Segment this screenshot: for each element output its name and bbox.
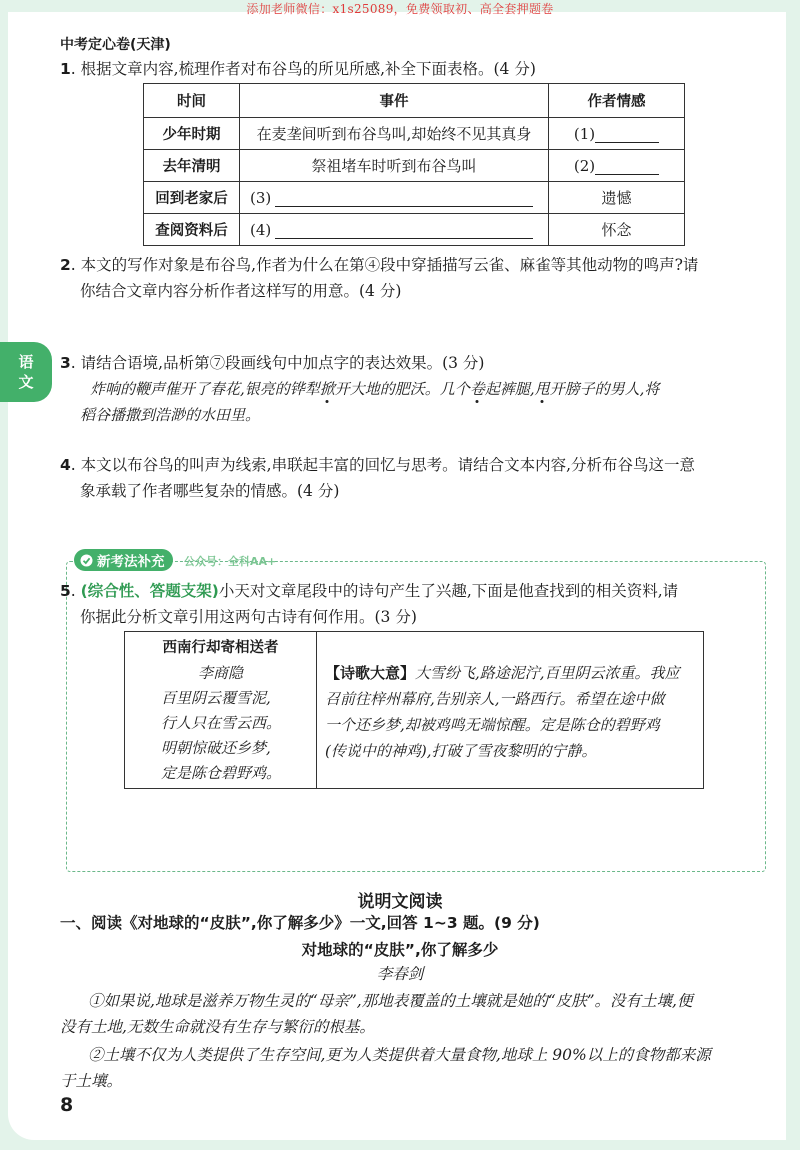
new-exam-badge [74,549,173,571]
table-row [144,182,685,214]
badge-label: 新考法补充 [97,554,165,570]
table-row [144,150,685,182]
question-5: 5. (综合性、答题支架)小天对文章尾段中的诗句产生了兴趣,下面是他查找到的相关资料,请 你据此分析文章引用这两句古诗有何作用。(3 分) [60,578,740,630]
question-text: . 根据文章内容,梳理作者对布谷鸟的所见所感,补全下面表格。(4 分) [70,60,536,78]
quoted-sentence [60,376,750,402]
question-text-line2: 象承载了作者哪些复杂的情感。(4 分) [80,482,340,500]
article-paragraph-2 [60,1042,755,1094]
table-cell-time: 回到老家后 [144,182,240,214]
question-text-line1: . 请结合语境,品析第⑦段画线句中加点字的表达效果。(3 分) [70,354,485,372]
quote-part: 开膀子的男人,将 [549,380,660,398]
question-tag: (综合性、答题支架) [80,582,219,600]
poem-line: 百里阴云覆雪泥, [161,689,271,707]
question-1 [60,56,750,82]
table-cell-time: 去年清明 [144,150,240,182]
table-cell-event: 祭祖堵车时听到布谷鸟叫 [240,150,549,182]
article-author: 李春剑 [376,965,424,983]
dotted-char: 甩 [534,380,550,398]
question-text-line2: 你结合文章内容分析作者这样写的用意。(4 分) [80,282,402,300]
table-cell-feeling [549,150,685,182]
blank-label: (1) [573,124,596,143]
question-number: 2 [60,256,71,274]
question-2 [60,252,750,304]
quote-part: 起裤腿, [484,380,535,398]
paragraph-line: ②土壤不仅为人类提供了生存空间,更为人类提供着大量食物,地球上 90%以上的食物都来源 [88,1046,711,1064]
quote-part: 开大地的肥沃。几个 [334,380,470,398]
table-cell-event [240,182,549,214]
paragraph-line: 于土壤。 [60,1072,123,1090]
table-header: 作者情感 [549,84,685,118]
answer-blank-1[interactable] [595,125,659,143]
table-cell-feeling [549,118,685,150]
shield-check-icon [80,554,93,567]
poem-line: 行人只在雪云西。 [161,714,282,732]
meaning-text: 召前往梓州幕府,告别亲人,一路西行。希望在途中做 [325,690,665,708]
table-row [144,214,685,246]
section-title: 说明文阅读 [357,892,443,912]
question-number: 5 [60,582,71,600]
question-text-line2: 你据此分析文章引用这两句古诗有何作用。(3 分) [80,608,417,626]
dotted-char: 卷 [469,380,485,398]
badge-extension: 公众号：全科AA+ [184,555,277,568]
paragraph-line: 没有土地,无数生命就没有生存与繁衍的根基。 [60,1018,375,1036]
quoted-sentence-line2: 稻谷播撒到浩渺的水田里。 [80,406,261,424]
blank-label: (3) [250,188,272,207]
poem-line: 定是陈仓碧野鸡。 [161,764,282,782]
poem-material [124,631,704,789]
poem-title: 西南行却寄相送者 [162,640,279,656]
answer-blank-2[interactable] [595,157,659,175]
meaning-text: 大雪纷飞,路途泥泞,百里阴云浓重。我应 [415,664,680,682]
table-cell-event: 在麦垄间听到布谷鸟叫,却始终不见其真身 [240,118,549,150]
table-cell-event [240,214,549,246]
side-tab-char-2: 文 [18,373,34,391]
table-cell-time: 查阅资料后 [144,214,240,246]
table-cell-feeling: 遗憾 [549,182,685,214]
question-text-line1: . 本文以布谷鸟的叫声为线索,串联起丰富的回忆与思考。请结合文本内容,分析布谷鸟这一意 [70,456,696,474]
article-title: 对地球的“皮肤”,你了解多少 [301,941,499,959]
question-number: 3 [60,354,71,372]
poem-author: 李商隐 [197,664,243,682]
meaning-text: 一个还乡梦,却被鸡鸣无端惊醒。定是陈仓的碧野鸡 [325,716,660,734]
article-paragraph-1 [60,988,755,1040]
answer-blank-3[interactable] [275,189,533,207]
meaning-text: (传说中的神鸡),打破了雪夜黎明的宁静。 [325,742,597,760]
poem-line: 明朝惊破还乡梦, [161,739,271,757]
question-text-line1: 小天对文章尾段中的诗句产生了兴趣,下面是他查找到的相关资料,请 [218,582,679,600]
side-tab-char-1: 语 [18,353,34,371]
question-text-line1: . 本文的写作对象是布谷鸟,作者为什么在第④段中穿插描写云雀、麻雀等其他动物的鸣声?请 [70,256,699,274]
blank-label: (2) [573,156,596,175]
question-number: 1 [60,60,71,78]
dotted-char: 掀 [319,380,335,398]
answer-blank-4[interactable] [275,221,533,239]
page-number: 8 [60,1094,74,1116]
blank-label: (4) [250,220,272,239]
question-number: 4 [60,456,71,474]
table-header: 事件 [240,84,549,118]
header-tag: 中考定心卷(天津) [60,37,171,53]
subject-side-tab [0,342,52,402]
question-3 [60,350,750,428]
question-4 [60,452,750,504]
table-row [144,118,685,150]
meaning-label: 【诗歌大意】 [325,664,416,682]
table-cell-time: 少年时期 [144,118,240,150]
watermark: 添加老师微信：x1s25089，免费领取初、高全套押题卷 [246,2,554,16]
table-cell-feeling: 怀念 [549,214,685,246]
feelings-table [143,83,685,246]
section-intro: 一、阅读《对地球的“皮肤”,你了解多少》一文,回答 1~3 题。(9 分) [60,914,540,932]
poem-panel [125,632,317,788]
table-header: 时间 [144,84,240,118]
poem-meaning-panel [317,632,703,788]
paragraph-line: ①如果说,地球是滋养万物生灵的“母亲”,那地表覆盖的土壤就是她的“皮肤”。没有土壤,便 [88,992,693,1010]
quote-part: 炸响的鞭声催开了春花,银亮的铧犁 [90,380,320,398]
